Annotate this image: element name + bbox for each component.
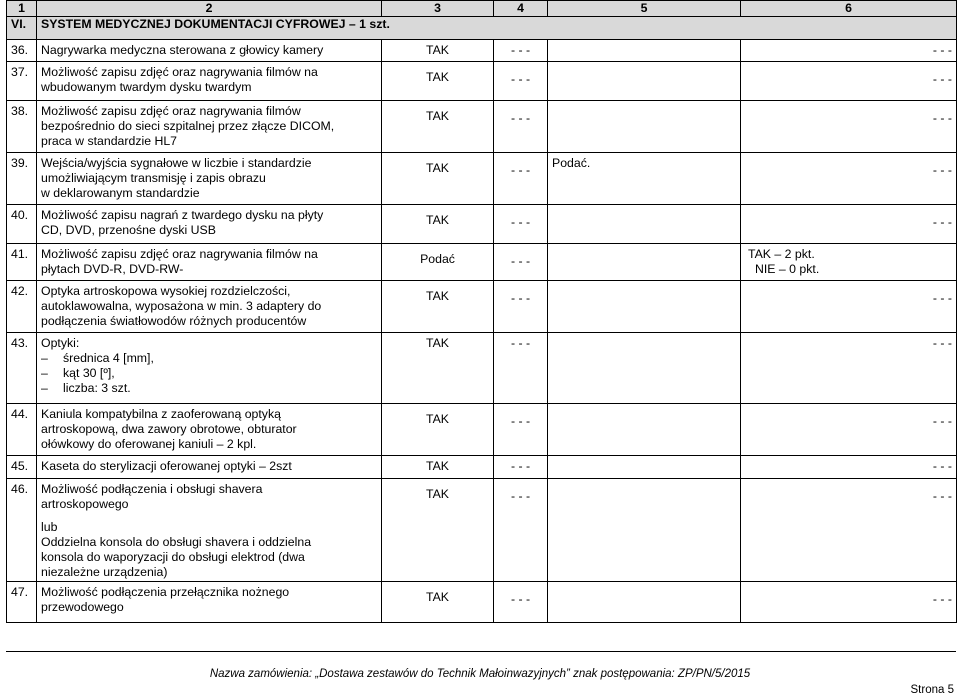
offered-parameter: [548, 62, 741, 101]
description-line: autoklawowalna, wyposażona w min. 3 adaptery do: [41, 299, 322, 313]
required-parameter: TAK: [382, 479, 494, 582]
evaluation-line: - - -: [932, 111, 952, 125]
required-parameter: TAK: [382, 281, 494, 333]
header-col-6: 6: [741, 1, 957, 17]
description-line: Możliwość podłączenia przełącznika nożnego: [41, 585, 290, 599]
scoring-column: - - -: [494, 40, 548, 62]
scoring-column: - - -: [494, 333, 548, 404]
evaluation-cell: [741, 582, 957, 623]
description-line: Optyka artroskopowa wysokiej rozdzielczości,: [41, 284, 291, 298]
description-line: umożliwiającym transmisję i zapis obrazu: [41, 171, 266, 185]
description-line: konsola do waporyzacji do obsługi elektrod (dwa: [41, 550, 305, 564]
header-col-4: 4: [494, 1, 548, 17]
item-number: 41.: [7, 244, 37, 281]
table-row: [7, 333, 957, 404]
item-number: 46.: [7, 479, 37, 582]
footer-divider: [6, 651, 956, 652]
scoring-column: - - -: [494, 205, 548, 244]
description-line: płytach DVD-R, DVD-RW-: [41, 262, 184, 276]
description-line: Kaseta do sterylizacji oferowanej optyki – 2szt: [41, 459, 292, 473]
header-col-3: 3: [382, 1, 494, 17]
description-line: przewodowego: [41, 600, 124, 614]
list-item: – kąt 30 [º],: [41, 366, 377, 381]
scoring-column: - - -: [494, 101, 548, 153]
evaluation-line: NIE – 0 pkt.: [755, 262, 820, 276]
evaluation-cell: [741, 205, 957, 244]
description-line: Optyki:: [41, 336, 80, 350]
item-description: [37, 333, 382, 404]
description-line: CD, DVD, przenośne dyski USB: [41, 223, 216, 237]
description-line: artroskopową, dwa zawory obrotowe, obturator: [41, 422, 297, 436]
evaluation-line: - - -: [932, 291, 952, 305]
description-line: ołówkowy do oferowanej kaniuli – 2 kpl.: [41, 437, 257, 451]
description-line: Kaniula kompatybilna z zaoferowaną optyką: [41, 407, 281, 421]
scoring-column: - - -: [494, 281, 548, 333]
offered-parameter: [548, 101, 741, 153]
item-description: [37, 281, 382, 333]
offered-parameter: [548, 244, 741, 281]
table-row: [7, 281, 957, 333]
scoring-column: - - -: [494, 244, 548, 281]
evaluation-cell: [741, 153, 957, 205]
table-row: [7, 582, 957, 623]
spacer: [41, 512, 377, 520]
item-number: 44.: [7, 404, 37, 456]
item-number: 47.: [7, 582, 37, 623]
offered-parameter: [548, 479, 741, 582]
evaluation-cell: [741, 101, 957, 153]
scoring-column: - - -: [494, 582, 548, 623]
description-line: Oddzielna konsola do obsługi shavera i oddzielna: [41, 535, 312, 549]
list-item: – liczba: 3 szt.: [41, 381, 377, 396]
table-row: [7, 479, 957, 582]
table-row: [7, 62, 957, 101]
item-number: 36.: [7, 40, 37, 62]
item-number: 40.: [7, 205, 37, 244]
item-description: [37, 479, 382, 582]
table-row: [7, 153, 957, 205]
description-line: Możliwość podłączenia i obsługi shavera: [41, 482, 263, 496]
table-row: [7, 404, 957, 456]
evaluation-line: - - -: [932, 163, 952, 177]
required-parameter: TAK: [382, 404, 494, 456]
description-line: Wejścia/wyjścia sygnałowe w liczbie i standardzie: [41, 156, 312, 170]
or-label: lub: [41, 520, 58, 534]
header-row: [7, 1, 957, 17]
description-line: bezpośrednio do sieci szpitalnej przez złącze DICOM,: [41, 119, 335, 133]
required-parameter: TAK: [382, 333, 494, 404]
offered-parameter: [548, 333, 741, 404]
header-col-1: 1: [7, 1, 37, 17]
required-parameter: TAK: [382, 62, 494, 101]
evaluation-cell: [741, 62, 957, 101]
offered-parameter: [548, 404, 741, 456]
evaluation-line: - - -: [932, 336, 952, 350]
item-description: [37, 101, 382, 153]
evaluation-cell: [741, 479, 957, 582]
item-description: [37, 205, 382, 244]
header-col-2: 2: [37, 1, 382, 17]
section-row: [7, 17, 957, 40]
required-parameter: TAK: [382, 40, 494, 62]
table-row: [7, 40, 957, 62]
description-line: Możliwość zapisu zdjęć oraz nagrywania filmów: [41, 104, 301, 118]
description-line: artroskopowego: [41, 497, 129, 511]
offered-parameter: [548, 40, 741, 62]
evaluation-line: - - -: [932, 72, 952, 86]
evaluation-line: TAK – 2 pkt.: [748, 247, 815, 261]
description-line: Możliwość zapisu zdjęć oraz nagrywania filmów na: [41, 247, 318, 261]
offered-parameter: [548, 205, 741, 244]
section-number: VI.: [7, 17, 37, 40]
specification-table: [6, 0, 957, 623]
evaluation-line: - - -: [932, 489, 952, 503]
evaluation-cell: [741, 244, 957, 281]
header-col-5: 5: [548, 1, 741, 17]
order-name: Nazwa zamówienia: „Dostawa zestawów do Technik Małoinwazyjnych” znak postępowania: ZP/PN/5/2015: [209, 668, 751, 680]
description-line: w deklarowanym standardzie: [41, 186, 200, 200]
offered-parameter: [548, 281, 741, 333]
table-row: [7, 101, 957, 153]
offered-parameter: [548, 582, 741, 623]
description-line: niezależne urządzenia): [41, 565, 168, 579]
description-line: Nagrywarka medyczna sterowana z głowicy kamery: [41, 43, 324, 57]
item-number: 43.: [7, 333, 37, 404]
required-parameter: TAK: [382, 205, 494, 244]
offered-parameter: [548, 456, 741, 479]
item-number: 37.: [7, 62, 37, 101]
page-footer: [0, 651, 960, 696]
item-number: 38.: [7, 101, 37, 153]
table-row: [7, 244, 957, 281]
required-parameter: TAK: [382, 101, 494, 153]
description-line: Możliwość zapisu nagrań z twardego dysku na płyty: [41, 208, 324, 222]
description-line: wbudowanym twardym dysku twardym: [41, 80, 252, 94]
item-description: [37, 582, 382, 623]
section-title: SYSTEM MEDYCZNEJ DOKUMENTACJI CYFROWEJ – 1 szt.: [37, 17, 957, 40]
evaluation-cell: [741, 40, 957, 62]
item-description: [37, 456, 382, 479]
evaluation-line: - - -: [932, 215, 952, 229]
item-description: [37, 40, 382, 62]
evaluation-line: - - -: [932, 43, 952, 57]
description-line: Możliwość zapisu zdjęć oraz nagrywania filmów na: [41, 65, 318, 79]
item-number: 39.: [7, 153, 37, 205]
evaluation-line: - - -: [932, 592, 952, 606]
evaluation-cell: [741, 333, 957, 404]
table-row: [7, 205, 957, 244]
item-description: [37, 244, 382, 281]
scoring-column: - - -: [494, 479, 548, 582]
scoring-column: - - -: [494, 456, 548, 479]
page-number: Strona 5: [910, 684, 954, 696]
evaluation-line: - - -: [932, 414, 952, 428]
item-description: [37, 404, 382, 456]
list-item: – średnica 4 [mm],: [41, 351, 377, 366]
required-parameter: TAK: [382, 582, 494, 623]
item-number: 45.: [7, 456, 37, 479]
scoring-column: - - -: [494, 62, 548, 101]
evaluation-cell: [741, 404, 957, 456]
evaluation-cell: [741, 456, 957, 479]
scoring-column: - - -: [494, 153, 548, 205]
description-line: podłączenia światłowodów różnych producentów: [41, 314, 307, 328]
description-line: praca w standardzie HL7: [41, 134, 178, 148]
scoring-column: - - -: [494, 404, 548, 456]
required-parameter: TAK: [382, 153, 494, 205]
offered-parameter: Podać.: [548, 153, 741, 205]
evaluation-cell: [741, 281, 957, 333]
evaluation-line: - - -: [932, 459, 952, 473]
item-description: [37, 153, 382, 205]
required-parameter: Podać: [382, 244, 494, 281]
required-parameter: TAK: [382, 456, 494, 479]
item-number: 42.: [7, 281, 37, 333]
table-row: [7, 456, 957, 479]
item-description: [37, 62, 382, 101]
